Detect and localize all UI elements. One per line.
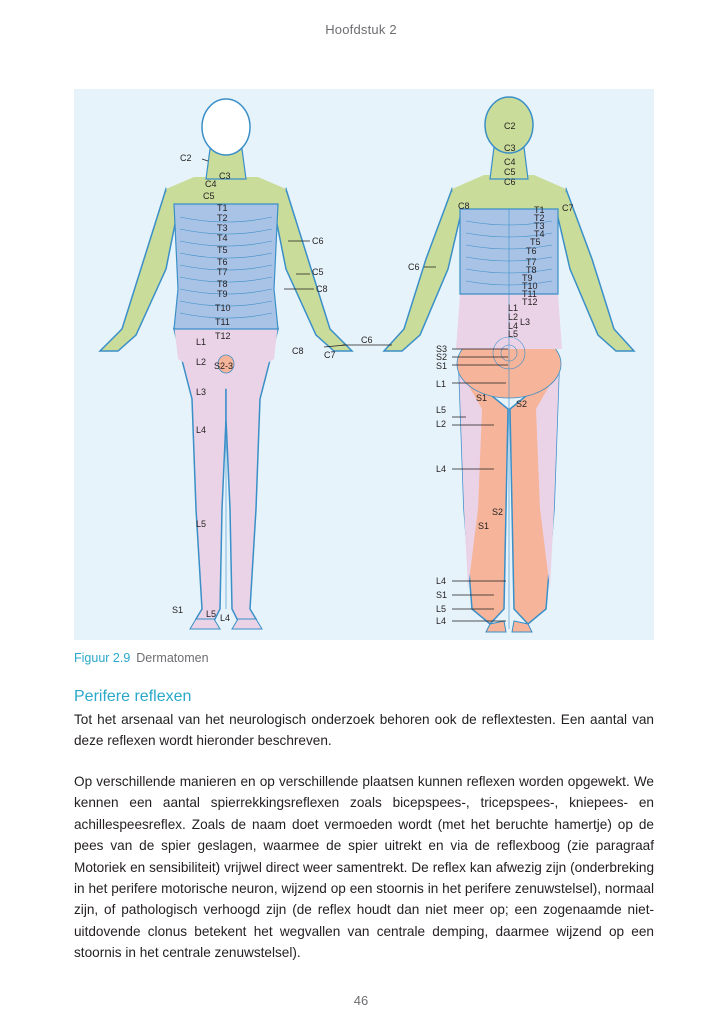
back-label: C4 [504,157,516,167]
back-label: S3 [436,344,448,354]
back-label: T12 [522,297,538,307]
front-label: L3 [196,387,207,397]
back-label: T5 [530,237,541,247]
back-label: L1 [436,379,447,389]
back-label: T3 [534,221,545,231]
back-label: C8 [458,201,470,211]
back-label: L4 [508,321,519,331]
back-label: T9 [522,273,533,283]
front-label: T10 [215,303,231,313]
back-label: S2 [492,507,504,517]
back-label: C6 [504,177,516,187]
back-label: S1 [478,521,490,531]
front-label: T11 [215,317,230,327]
figure-caption-text: Dermatomen [136,651,209,665]
back-label: L4 [436,464,447,474]
back-body [342,97,634,632]
back-label: L3 [520,317,531,327]
back-label: T7 [526,257,537,267]
front-label: C4 [205,179,217,189]
front-label: T1 [217,203,228,213]
page-number: 46 [353,993,369,1008]
front-label: T6 [217,257,228,267]
front-label: T4 [217,233,228,243]
front-label: T12 [215,331,231,341]
back-label: T8 [526,265,537,275]
back-label: S1 [436,361,448,371]
front-label: L4 [196,425,207,435]
back-label: L4 [436,616,447,626]
running-header: Hoofdstuk 2 [325,22,397,37]
front-label: L1 [196,337,207,347]
back-label: C5 [504,167,516,177]
front-label: C8 [316,284,328,294]
figure-caption [74,651,209,665]
front-label: C8 [292,346,304,356]
back-label: L5 [436,405,447,415]
back-label: T1 [534,205,545,215]
front-label: C5 [312,267,324,277]
back-label: L5 [436,604,447,614]
front-label: C3 [219,171,231,181]
back-label: T11 [522,289,537,299]
back-label: C6 [361,335,373,345]
back-label: L2 [436,419,447,429]
dermatome-figure [74,89,654,640]
front-label: T8 [217,279,228,289]
back-label: S2 [516,399,528,409]
back-label: T6 [526,246,537,256]
back-label: L2 [508,312,519,322]
back-label: C6 [408,262,420,272]
front-label: T2 [217,213,228,223]
figure-number: Figuur 2.9 [74,651,131,665]
back-label: C3 [504,143,516,153]
section-heading: Perifere reflexen [74,688,192,705]
back-label: C7 [562,203,574,213]
front-label: C5 [203,191,215,201]
back-label: L4 [436,576,447,586]
front-label: C2 [180,153,192,163]
front-label: L2 [196,357,207,367]
back-label: L5 [508,329,519,339]
back-label: T10 [522,281,538,291]
paragraph-intro: Tot het arsenaal van het neurologisch onderzoek behoren ook de reflextesten. Een aantal van deze reflexen wordt hieronder beschreven. [74,712,654,749]
front-label: C6 [312,236,324,246]
front-label: T3 [217,223,228,233]
back-label: S1 [476,393,488,403]
front-label: L4 [220,613,231,623]
front-label: T7 [217,267,228,277]
dermatome-illustration [74,89,654,640]
paragraph-reflexes: Op verschillende manieren en op verschillende plaatsen kunnen reflexen worden opgewekt. We kennen een aantal spierrekkingsreflexen zoals bicepspees-, tricepspees-, kniepees- en achillespeesreflex. Zoals de naam doet vermoeden wordt (met het beruchte hamertje) op de pees van de spier geslagen, waarmee de spier uitrekt en via de reflexboog (zie paragraaf Motoriek en sensibiliteit) vrijwel direct weer samentrekt. De reflex kan afwezig zijn (onderbreking in het perifere motorische neuron, wijzend op een stoornis in het perifere zenuwstelsel), normaal zijn, of pathologisch verhoogd zijn (de reflex houdt dan niet meer op; een zogenaamde niet-uitdovende clonus betekent het wegvallen van centrale demping, daarmee wijzend op een stoornis in het centrale zenuwstelsel). [74,774,654,961]
front-label: T5 [217,245,228,255]
front-label: T9 [217,289,228,299]
back-label: T2 [534,213,545,223]
back-label: C2 [504,121,516,131]
back-label: S1 [436,590,448,600]
front-label: S1 [172,605,184,615]
front-label: C7 [324,350,336,360]
back-label: L1 [508,303,519,313]
front-label: S2-3 [214,361,234,371]
back-label: S2 [436,352,448,362]
front-label: L5 [206,609,217,619]
back-label: T4 [534,229,545,239]
front-label: L5 [196,519,207,529]
